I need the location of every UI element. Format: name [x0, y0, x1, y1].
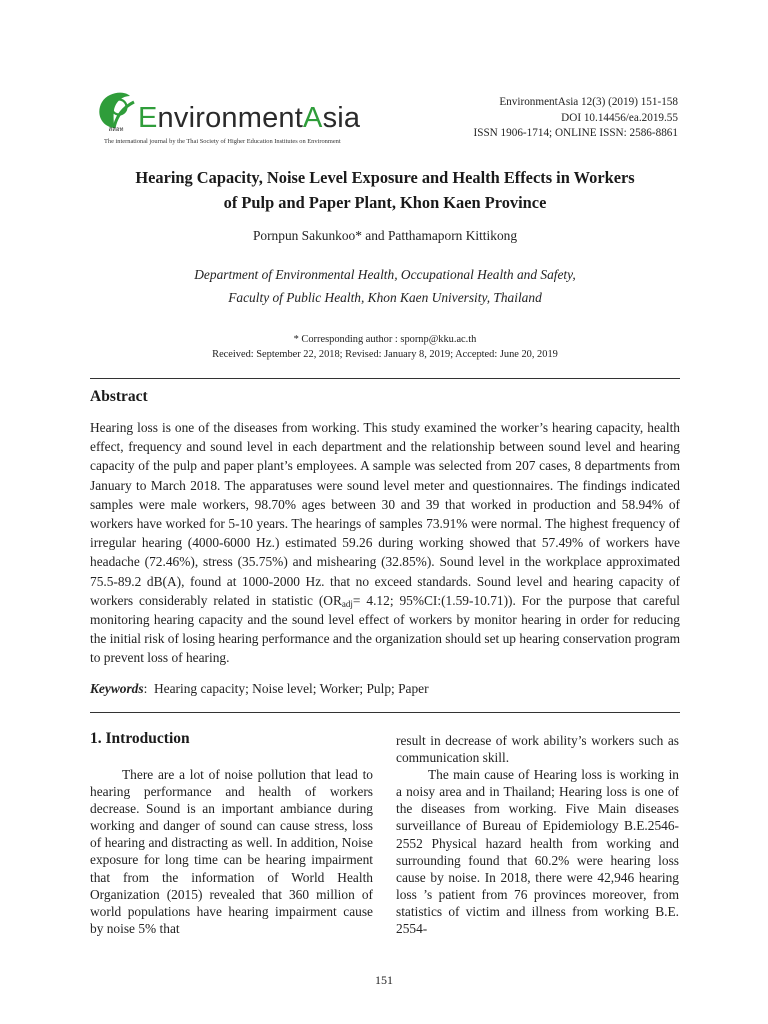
issn: ISSN 1906-1714; ONLINE ISSN: 2586-8861	[473, 127, 678, 139]
journal-logo	[94, 88, 414, 150]
corresponding-author: * Corresponding author : spornp@kku.ac.th	[293, 334, 477, 345]
leaf-logo-icon	[94, 88, 138, 136]
page-number: 151	[375, 973, 393, 987]
doi: DOI 10.14456/ea.2019.55	[561, 111, 678, 124]
abstract-text: Hearing loss is one of the diseases from working. This study examined the worker’s hearing capacity, health effect, frequency and sound level in each department and the relationship between sound level and hearing capacity of the pulp and paper plant’s employees. A sample was selected from 207 cases, 8 departments from January to March 2018. The apparatuses were sound level meter and questionnaires. The findings indicated samples were male workers, 98.70% ages between 30 and 39 that worked in production and 58.94% of workers have worked for 5-10 years. The hearings of samples 73.91% were normal. The highest frequency of irregular hearing (4000-6000 Hz.) estimated 59.26 during working showed that 57.49% of workers have headache (72.46%), stress (35.75%) and mishearing (32.85%). Sound level in the workplace approximated 75.5-89.2 dB(A), found at 1000-2000 Hz. that no exceed standards. Sound level and hearing capacity of workers considerably related in statistic ($OR_{adj}= 4.12$; 95%CI:(1.59-10.71)). For the purpose that careful monitoring hearing capacity and the sound level effect of workers by monitor hearing in order for reducing the initial risk of losing hearing performance and the organization should set up hearing conservation program to prevent loss of hearing.	[90, 420, 680, 666]
received-dates: Received: September 22, 2018; Revised: January 8, 2019; Accepted: June 20, 2019	[212, 348, 558, 360]
divider-bottom	[90, 712, 680, 713]
citation: EnvironmentAsia 12(3) (2019) 151-158	[499, 96, 678, 108]
affiliation: Department of Environmental Health, Occupational Health and Safety, Faculty of Public Health, Khon Kaen University, Thailand	[194, 267, 576, 305]
keywords-label: Keywords	[90, 681, 144, 696]
authors: Pornpun Sakunkoo* and Patthamaporn Kittikong	[252, 228, 518, 243]
journal-tagline: The international journal by the Thai Society of Higher Education Institutes on Environment	[104, 138, 341, 145]
keywords-list: Hearing capacity; Noise level; Worker; Pulp; Paper	[154, 681, 429, 696]
intro-paragraph-2: The main cause of Hearing loss is working in a noisy area and in Thailand; Hearing loss is one of the diseases from working. Five Main diseases surveillance of Bureau of Epidemiology B.E.2546-2552 Physical hazard health from working and surrounding found that 60.2% were hearing loss cause by noise. In 2018, there were 42,946 hearing loss ’s patient from 76 provinces moreover, from statistics of victim and illness from working B.E. 2554-	[396, 767, 679, 937]
journal-name: EnvironmentAsia	[138, 102, 361, 134]
logo-mark-text: สสอท	[108, 126, 124, 133]
intro-paragraph-1-cont: result in decrease of work ability’s workers such as communication skill.	[396, 733, 679, 766]
right-column	[396, 732, 679, 937]
introduction-heading: 1. Introduction	[90, 730, 190, 747]
divider-top	[90, 378, 680, 379]
left-column	[90, 766, 373, 937]
keywords: Keywords: Hearing capacity; Noise level; Worker; Pulp; Paper	[90, 681, 429, 696]
article-title: Hearing Capacity, Noise Level Exposure and Health Effects in Workers of Pulp and Paper Plant, Khon Kaen Province	[135, 168, 635, 212]
intro-paragraph-1: There are a lot of noise pollution that lead to hearing performance and health of workers decrease. Sound is an important ambiance during working and danger of sound can cause stress, loss of hearing and distracting as well. In addition, Noise exposure for long time can be hearing impairment that from the information of World Health Organization (2015) revealed that 360 million of world populations have hearing impairment cause by noise 5% that	[90, 767, 373, 936]
abstract-heading: Abstract	[90, 388, 148, 405]
correspondence	[90, 333, 680, 362]
citation-block	[474, 95, 678, 142]
